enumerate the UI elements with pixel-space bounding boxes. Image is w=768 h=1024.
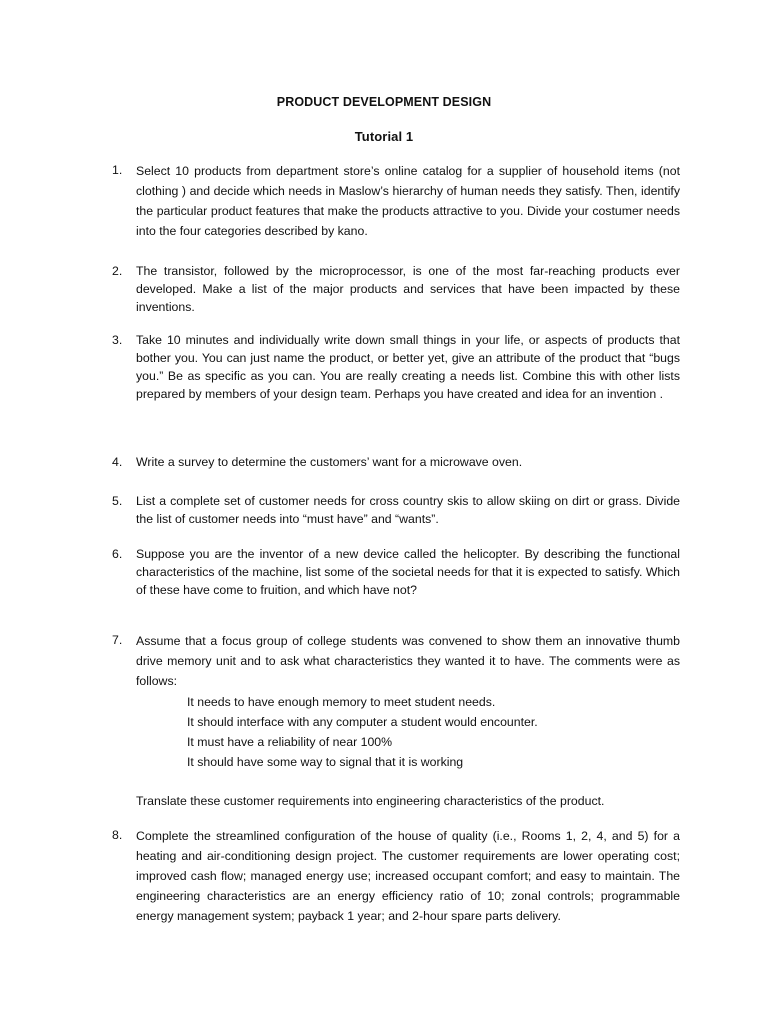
item-number: 6. — [112, 547, 123, 561]
item-text: Write a survey to determine the customers’ want for a microwave oven. — [136, 455, 523, 469]
comment-item: It needs to have enough memory to meet student needs. — [187, 695, 496, 709]
item-number: 4. — [112, 455, 123, 469]
item-number: 2. — [112, 264, 123, 278]
item-number: 1. — [112, 163, 123, 177]
document-title: PRODUCT DEVELOPMENT DESIGN — [276, 95, 492, 109]
list-item-5 — [112, 492, 680, 528]
item-number: 3. — [112, 333, 123, 347]
comment-item: It should have some way to signal that it is working — [187, 755, 464, 769]
item-text: The transistor, followed by the microprocessor, is one of the most far-reaching products ever developed. Make a list of the major products and services that have been impacted by these inventions. — [136, 264, 680, 314]
item-followup-text: Translate these customer requirements into engineering characteristics of the product. — [136, 794, 605, 808]
list-item-1 — [112, 161, 680, 241]
item-number: 5. — [112, 494, 123, 508]
document-subtitle: Tutorial 1 — [354, 129, 414, 144]
list-item-2 — [112, 262, 680, 316]
item-text: Suppose you are the inventor of a new device called the helicopter. By describing the functional characteristics of the machine, list some of the societal needs for that it is expected to satisfy. Which of these have come to fruition, and which have not? — [136, 547, 680, 597]
list-item-6 — [112, 545, 680, 599]
comment-item: It must have a reliability of near 100% — [187, 735, 393, 749]
comment-item: It should interface with any computer a student would encounter. — [187, 715, 538, 729]
item-text: Select 10 products from department store’s online catalog for a supplier of household items (not clothing ) and decide which needs in Maslow’s hierarchy of human needs they satisfy. Then, identify the particular product features that make the products attractive to you. Divide your costumer needs into the four categories described by kano. — [136, 164, 680, 238]
item-number: 7. — [112, 633, 123, 647]
list-item-8 — [112, 826, 680, 926]
comment-list — [112, 692, 680, 772]
item-text: List a complete set of customer needs for cross country skis to allow skiing on dirt or grass. Divide the list of customer needs into “must have” and “wants”. — [136, 494, 680, 526]
item-text: Assume that a focus group of college students was convened to show them an innovative thumb drive memory unit and to ask what characteristics they wanted it to have. The comments were as follows: — [136, 634, 680, 688]
list-item-3 — [112, 331, 680, 403]
item-number: 8. — [112, 828, 123, 842]
item-text: Complete the streamlined configuration of the house of quality (i.e., Rooms 1, 2, 4, and 5) for a heating and air-conditioning design project. The customer requirements are lower operating cost; improved cash flow; managed energy use; increased occupant comfort; and easy to maintain. The engineering characteristics are an energy efficiency ratio of 10; zonal controls; programmable energy management system; payback 1 year; and 2-hour spare parts delivery. — [136, 829, 680, 923]
list-item-4 — [112, 453, 680, 471]
item-text: Take 10 minutes and individually write down small things in your life, or aspects of products that bother you. You can just name the product, or better yet, give an attribute of the product that “bugs you.” Be as specific as you can. You are really creating a needs list. Combine this with other lists prepared by members of your design team. Perhaps you have created and idea for an invention . — [136, 333, 680, 401]
list-item-7 — [112, 631, 680, 810]
